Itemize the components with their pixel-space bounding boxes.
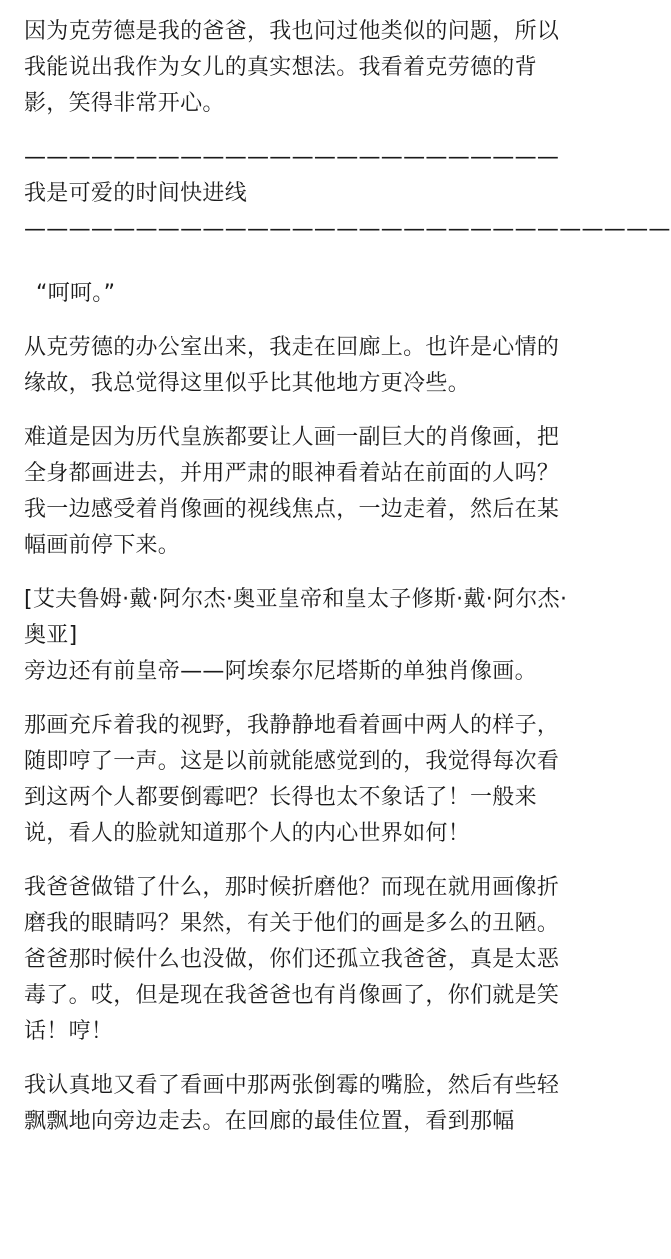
paragraph-4: 旁边还有前皇帝——阿埃泰尔尼塔斯的单独肖像画。 [24, 659, 537, 684]
paragraph-3: 难道是因为历代皇族都要让人画一副巨大的肖像画，把全身都画进去，并用严肃的眼神看着站在前面的人吗？我一边感受着肖像画的视线焦点，一边走着，然后在某幅画前停下来。 [24, 425, 560, 558]
portrait-caption: [艾夫鲁姆·戴·阿尔杰·奥亚皇帝和皇太子修斯·戴·阿尔杰·奥亚] [24, 587, 568, 648]
paragraph-5: 那画充斥着我的视野，我静静地看着画中两人的样子，随即哼了一声。这是以前就能感觉到的，我觉得每次看到这两个人都要倒霉吧？长得也太不象话了！一般来说，看人的脸就知道那个人的内心世界如何！ [24, 713, 560, 846]
time-skip-divider: ————————————————————————我是可爱的时间快进线————————————————————————————— [24, 145, 671, 242]
paragraph-1: 因为克劳德是我的爸爸，我也问过他类似的问题，所以我能说出我作为女儿的真实想法。我看着克劳德的背影，笑得非常开心。 [24, 19, 560, 116]
paragraph-6: 我爸爸做错了什么，那时候折磨他？而现在就用画像折磨我的眼睛吗？果然，有关于他们的画是多么的丑陋。爸爸那时候什么也没做，你们还孤立我爸爸，真是太恶毒了。哎，但是现在我爸爸也有肖像画了，你们就是笑话！哼！ [24, 875, 560, 1044]
paragraph-2: 从克劳德的办公室出来，我走在回廊上。也许是心情的缘故，我总觉得这里似乎比其他地方更冷些。 [24, 335, 560, 396]
article-body [24, 14, 671, 1158]
quote-line: “呵呵。” [36, 281, 116, 306]
paragraph-7: 我认真地又看了看画中那两张倒霉的嘴脸，然后有些轻飘飘地向旁边走去。在回廊的最佳位置，看到那幅 [24, 1073, 560, 1134]
